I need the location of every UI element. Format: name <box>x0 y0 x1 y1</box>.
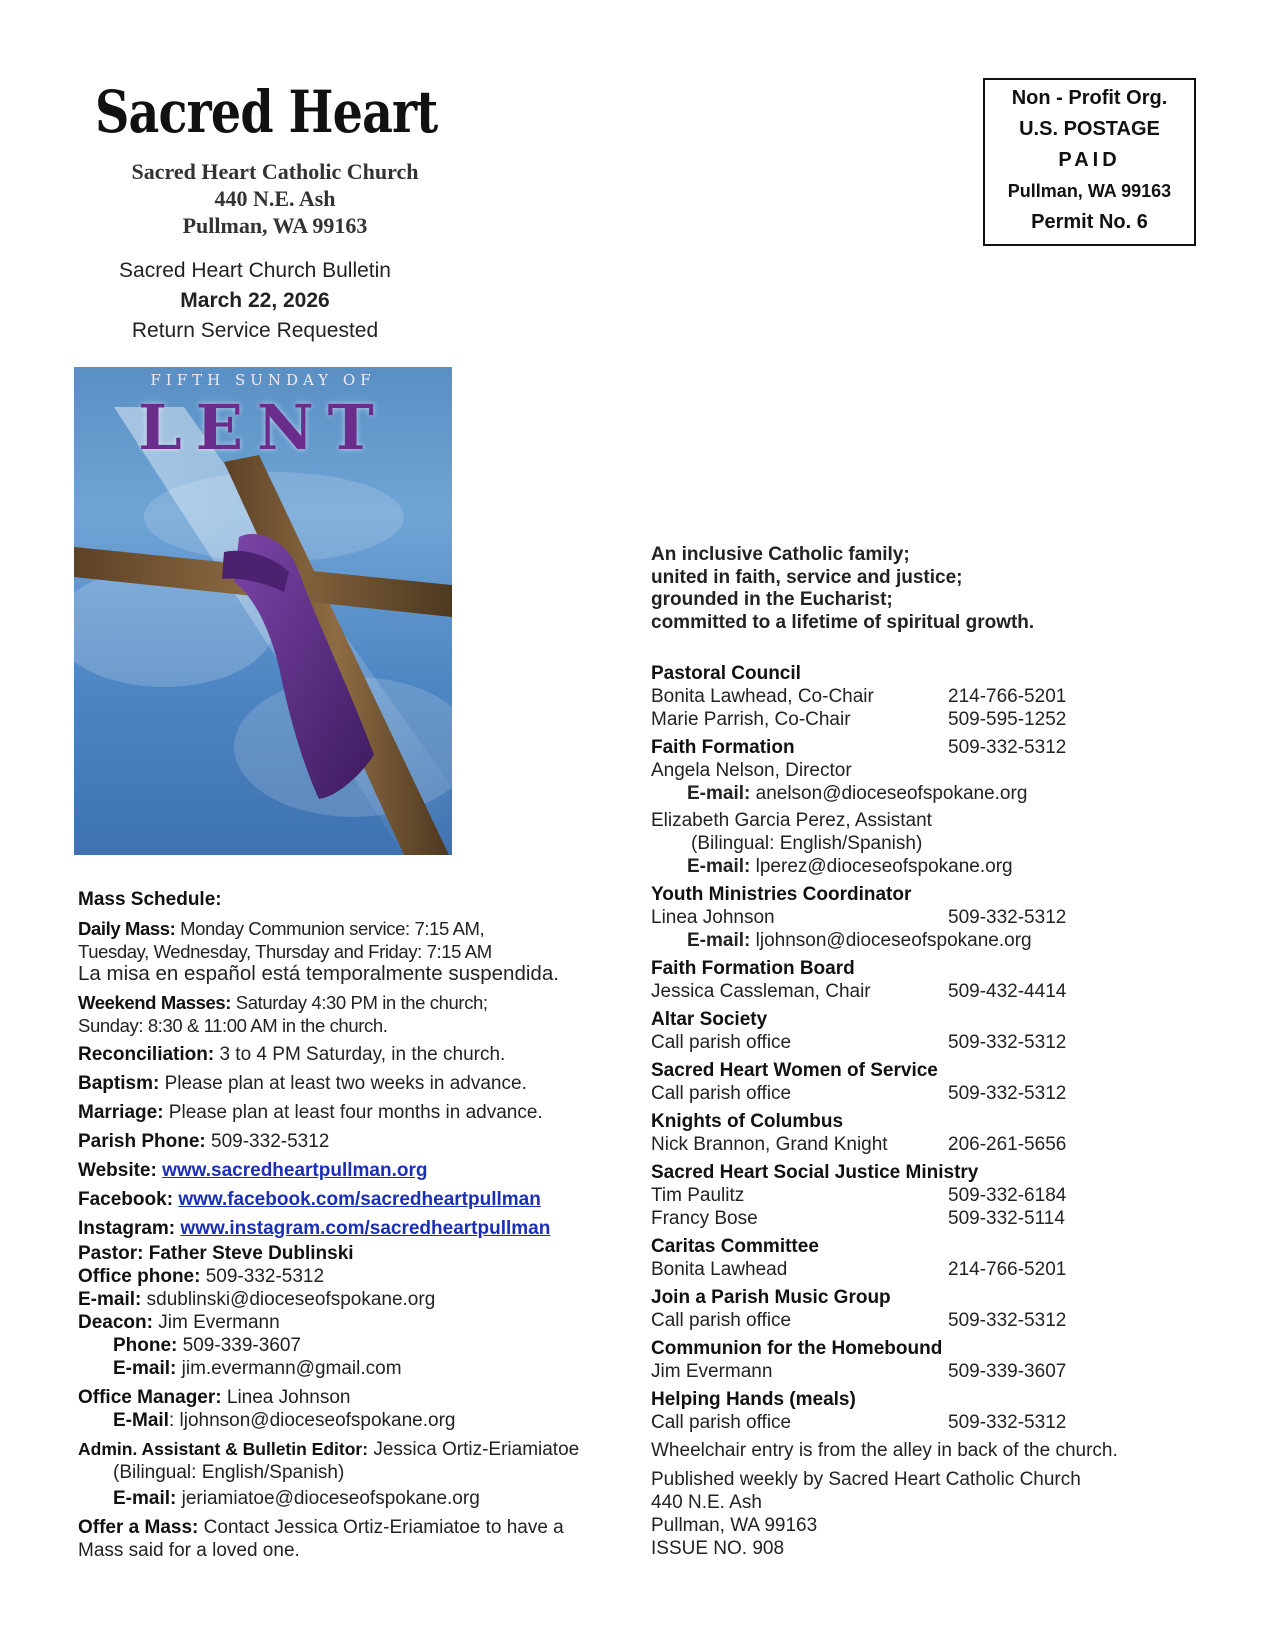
postage-line: PAID <box>1058 149 1121 171</box>
parish-phone: Parish Phone: 509-332-5312 <box>78 1131 330 1152</box>
weekend-masses: Weekend Masses: Saturday 4:30 PM in the church; Sunday: 8:30 & 11:00 AM in the church. <box>78 992 488 1036</box>
facebook-link[interactable]: www.facebook.com/sacredheartpullman <box>178 1189 541 1210</box>
pastoral-council: Pastoral Council Bonita Lawhead, Co-Chair 214-766-5201 Marie Parrish, Co-Chair 509-595-1252 <box>651 663 1067 730</box>
social-justice-ministry: Sacred Heart Social Justice Ministry Tim Paulitz 509-332-6184 Francy Bose 509-332-5114 <box>651 1162 1067 1229</box>
mission-line: grounded in the Eucharist; <box>651 589 893 610</box>
instagram: Instagram: www.instagram.com/sacredheartpullman <box>78 1218 551 1239</box>
publisher-info: Published weekly by Sacred Heart Catholic Church 440 N.E. Ash Pullman, WA 99163 ISSUE NO. 908 <box>651 1468 1171 1560</box>
bulletin-title: Sacred Heart Church Bulletin <box>119 259 391 282</box>
return-service: Return Service Requested <box>131 319 379 342</box>
postage-line: Permit No. 6 <box>1031 211 1148 233</box>
bulletin-date: March 22, 2026 <box>180 289 330 312</box>
cover-title: LENT <box>138 391 388 464</box>
pastor-name: Pastor: Father Steve Dublinski <box>78 1243 354 1264</box>
instagram-link[interactable]: www.instagram.com/sacredheartpullman <box>180 1218 551 1239</box>
pastor-block: Pastor: Father Steve Dublinski Office phone: 509-332-5312 E-mail: sdublinski@dioceseofspokane.org Deacon: Jim Evermann Phone: 509-339-3607 E-mail: jim.evermann@gmail.com <box>78 1243 436 1379</box>
facebook: Facebook: www.facebook.com/sacredheartpullman <box>78 1189 541 1210</box>
mission-line: committed to a lifetime of spiritual growth. <box>651 611 1035 633</box>
youth-ministries: Youth Ministries Coordinator Linea Johnson 509-332-5312 E-mail: ljohnson@dioceseofspokane.org <box>651 884 1067 951</box>
offer-a-mass: Offer a Mass: Contact Jessica Ortiz-Eriamiatoe to have a Mass said for a loved one. <box>78 1517 564 1561</box>
website: Website: www.sacredheartpullman.org <box>78 1160 428 1181</box>
lent-cover-image <box>74 367 452 855</box>
daily-mass: Daily Mass: Monday Communion service: 7:15 AM, Tuesday, Wednesday, Thursday and Friday: 7:15 AM La misa en español está temporalmente suspendida. <box>78 917 638 985</box>
mass-schedule-section <box>78 888 638 1568</box>
knights-of-columbus: Knights of Columbus Nick Brannon, Grand Knight 206-261-5656 <box>651 1111 1067 1155</box>
issue-number: ISSUE NO. 908 <box>651 1538 785 1559</box>
spanish-mass-note: La misa en español está temporalmente suspendida. <box>78 962 559 985</box>
altar-society: Altar Society Call parish office 509-332-5312 <box>651 1009 1067 1053</box>
helping-hands: Helping Hands (meals) Call parish office 509-332-5312 <box>651 1389 1067 1433</box>
postage-line: U.S. POSTAGE <box>1019 118 1160 140</box>
postage-indicia <box>983 78 1196 246</box>
masthead-logo: Sacred Heart <box>95 78 438 146</box>
postage-line: Non - Profit Org. <box>1011 87 1168 109</box>
cover-kicker: FIFTH SUNDAY OF <box>150 371 376 389</box>
church-street: 440 N.E. Ash <box>214 186 336 211</box>
office-manager: Office Manager: Linea Johnson E-Mail: ljohnson@dioceseofspokane.org <box>78 1387 456 1431</box>
admin-assistant: Admin. Assistant & Bulletin Editor: Jessica Ortiz-Eriamiatoe (Bilingual: English/Spanish) E-mail: jeriamiatoe@dioceseofspokane.org <box>78 1439 580 1509</box>
postage-line: Pullman, WA 99163 <box>1007 181 1172 201</box>
baptism: Baptism: Please plan at least two weeks in advance. <box>78 1073 527 1094</box>
bulletin-info <box>90 256 420 346</box>
mass-schedule-heading: Mass Schedule: <box>78 889 222 910</box>
parish-music-group: Join a Parish Music Group Call parish office 509-332-5312 <box>651 1287 1067 1331</box>
ministries-directory <box>651 662 1171 1560</box>
mission-line: An inclusive Catholic family; <box>651 544 910 565</box>
caritas-committee: Caritas Committee Bonita Lawhead 214-766-5201 <box>651 1236 1067 1280</box>
church-address-block <box>90 158 460 239</box>
mission-statement <box>651 544 1131 634</box>
communion-homebound: Communion for the Homebound Jim Evermann 509-339-3607 <box>651 1338 1067 1382</box>
church-city: Pullman, WA 99163 <box>182 213 368 238</box>
website-link[interactable]: www.sacredheartpullman.org <box>162 1160 428 1181</box>
church-name: Sacred Heart Catholic Church <box>131 159 419 184</box>
reconciliation: Reconciliation: 3 to 4 PM Saturday, in the church. <box>78 1044 506 1065</box>
marriage: Marriage: Please plan at least four months in advance. <box>78 1102 543 1123</box>
wheelchair-note: Wheelchair entry is from the alley in back of the church. <box>651 1440 1118 1461</box>
mission-line: united in faith, service and justice; <box>651 566 963 588</box>
women-of-service: Sacred Heart Women of Service Call parish office 509-332-5312 <box>651 1060 1067 1104</box>
faith-formation: Faith Formation 509-332-5312 Angela Nelson, Director E-mail: anelson@dioceseofspokane.org Elizabeth Garcia Perez, Assistant (Bilingual: English/Spanish) E-mail: lperez@dioceseofspokane.org <box>651 737 1067 877</box>
faith-formation-board: Faith Formation Board Jessica Cassleman, Chair 509-432-4414 <box>651 958 1067 1002</box>
